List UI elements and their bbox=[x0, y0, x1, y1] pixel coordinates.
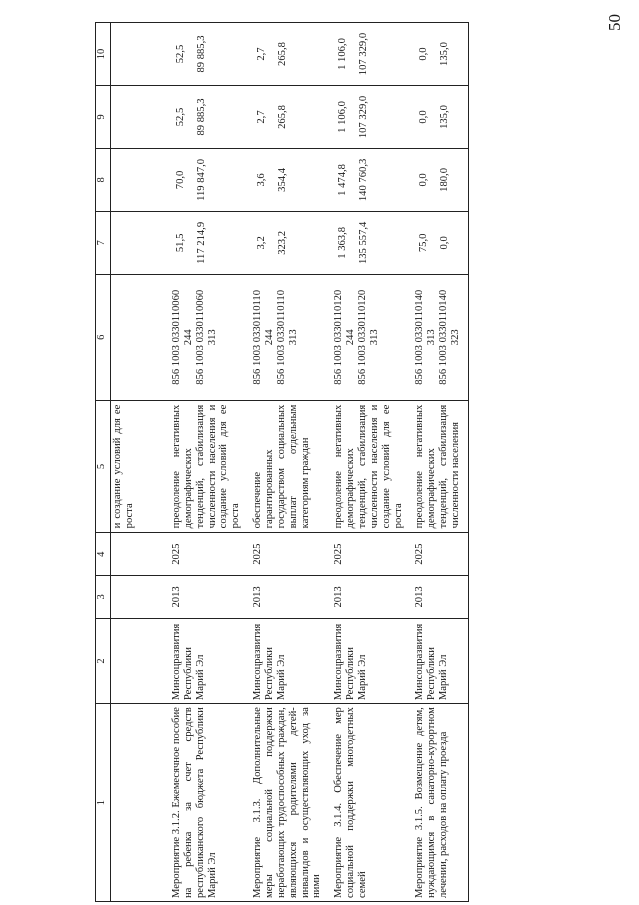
measure-name-cell: Мероприятие 3.1.3. Дополнительные меры социальной поддержки неработающих трудоспособных граждан, являющихся родителями детей-инвалидов и осуществляющих уход за ними bbox=[248, 704, 329, 902]
column-number-header-row bbox=[96, 23, 111, 902]
continuation-result-cell: и создание условий для ее роста bbox=[111, 400, 168, 533]
value-cell-col8: 70,0 119 847,0 bbox=[167, 148, 248, 211]
table-row bbox=[329, 23, 410, 902]
table-row bbox=[248, 23, 329, 902]
value-cell-col7: 3,2 323,2 bbox=[248, 211, 329, 274]
column-header: 5 bbox=[96, 400, 111, 533]
end-year-cell: 2025 bbox=[167, 533, 248, 576]
start-year-cell: 2013 bbox=[410, 576, 468, 619]
table-row bbox=[410, 23, 468, 902]
budget-code-cell: 856 1003 0330110140 313 856 1003 0330110140 323 bbox=[410, 274, 468, 400]
expected-result-cell: преодоление негативных демографических тенденций, стабилизация численности населения и создание условий для ее роста bbox=[329, 400, 410, 533]
end-year-cell: 2025 bbox=[410, 533, 468, 576]
budget-code-cell: 856 1003 0330110120 244 856 1003 0330110120 313 bbox=[329, 274, 410, 400]
rotated-table-sheet bbox=[95, 22, 639, 902]
budget-code-cell: 856 1003 0330110110 244 856 1003 0330110110 313 bbox=[248, 274, 329, 400]
column-header: 7 bbox=[96, 211, 111, 274]
value-cell-col9: 2,7 265,8 bbox=[248, 86, 329, 149]
column-header: 4 bbox=[96, 533, 111, 576]
value-cell-col10: 1 106,0 107 329,0 bbox=[329, 23, 410, 86]
value-cell-col9: 1 106,0 107 329,0 bbox=[329, 86, 410, 149]
value-cell-col8: 3,6 354,4 bbox=[248, 148, 329, 211]
column-header: 2 bbox=[96, 618, 111, 703]
measure-name-cell: Мероприятие 3.1.2. Ежемесячное пособие на ребенка за счет средств республиканского бюджета Республики Марий Эл bbox=[167, 704, 248, 902]
table-cell bbox=[111, 533, 168, 576]
column-header: 8 bbox=[96, 148, 111, 211]
table-cell bbox=[111, 148, 168, 211]
value-cell-col7: 75,0 0,0 bbox=[410, 211, 468, 274]
expected-result-cell: обеспечение гарантированных государством социальных выплат отдельным категориям граждан bbox=[248, 400, 329, 533]
start-year-cell: 2013 bbox=[329, 576, 410, 619]
page-number: 50 bbox=[605, 14, 624, 31]
expected-result-cell: преодоление негативных демографических тенденций, стабилизация численности населения bbox=[410, 400, 468, 533]
start-year-cell: 2013 bbox=[167, 576, 248, 619]
executor-cell: Минсоцразвития Республики Марий Эл bbox=[248, 618, 329, 703]
budget-code-cell: 856 1003 0330110060 244 856 1003 0330110060 313 bbox=[167, 274, 248, 400]
column-header: 9 bbox=[96, 86, 111, 149]
start-year-cell: 2013 bbox=[248, 576, 329, 619]
table-cell bbox=[111, 211, 168, 274]
executor-cell: Минсоцразвития Республики Марий Эл bbox=[410, 618, 468, 703]
value-cell-col9: 0,0 135,0 bbox=[410, 86, 468, 149]
column-header: 1 bbox=[96, 704, 111, 902]
value-cell-col7: 51,5 117 214,9 bbox=[167, 211, 248, 274]
executor-cell: Минсоцразвития Республики Марий Эл bbox=[329, 618, 410, 703]
table-cell bbox=[111, 86, 168, 149]
value-cell-col10: 0,0 135,0 bbox=[410, 23, 468, 86]
continuation-row bbox=[111, 23, 168, 902]
value-cell-col10: 52,5 89 885,3 bbox=[167, 23, 248, 86]
measure-name-cell: Мероприятие 3.1.5. Возмещение детям, нуждающимся в санаторно-курортном лечении, расходов на оплату проезда bbox=[410, 704, 468, 902]
program-measures-table bbox=[95, 22, 469, 902]
table-cell bbox=[111, 23, 168, 86]
executor-cell: Минсоцразвития Республики Марий Эл bbox=[167, 618, 248, 703]
expected-result-cell: преодоление негативных демографических тенденций, стабилизация численности населения и создание условий для ее роста bbox=[167, 400, 248, 533]
end-year-cell: 2025 bbox=[329, 533, 410, 576]
value-cell-col9: 52,5 89 885,3 bbox=[167, 86, 248, 149]
value-cell-col8: 1 474,8 140 760,3 bbox=[329, 148, 410, 211]
value-cell-col7: 1 363,8 135 557,4 bbox=[329, 211, 410, 274]
table-cell bbox=[111, 618, 168, 703]
table-row bbox=[167, 23, 248, 902]
column-header: 6 bbox=[96, 274, 111, 400]
table-cell bbox=[111, 704, 168, 902]
measure-name-cell: Мероприятие 3.1.4. Обеспечение мер социальной поддержки многодетных семей bbox=[329, 704, 410, 902]
table-cell bbox=[111, 576, 168, 619]
value-cell-col8: 0,0 180,0 bbox=[410, 148, 468, 211]
value-cell-col10: 2,7 265,8 bbox=[248, 23, 329, 86]
column-header: 3 bbox=[96, 576, 111, 619]
column-header: 10 bbox=[96, 23, 111, 86]
table-cell bbox=[111, 274, 168, 400]
end-year-cell: 2025 bbox=[248, 533, 329, 576]
